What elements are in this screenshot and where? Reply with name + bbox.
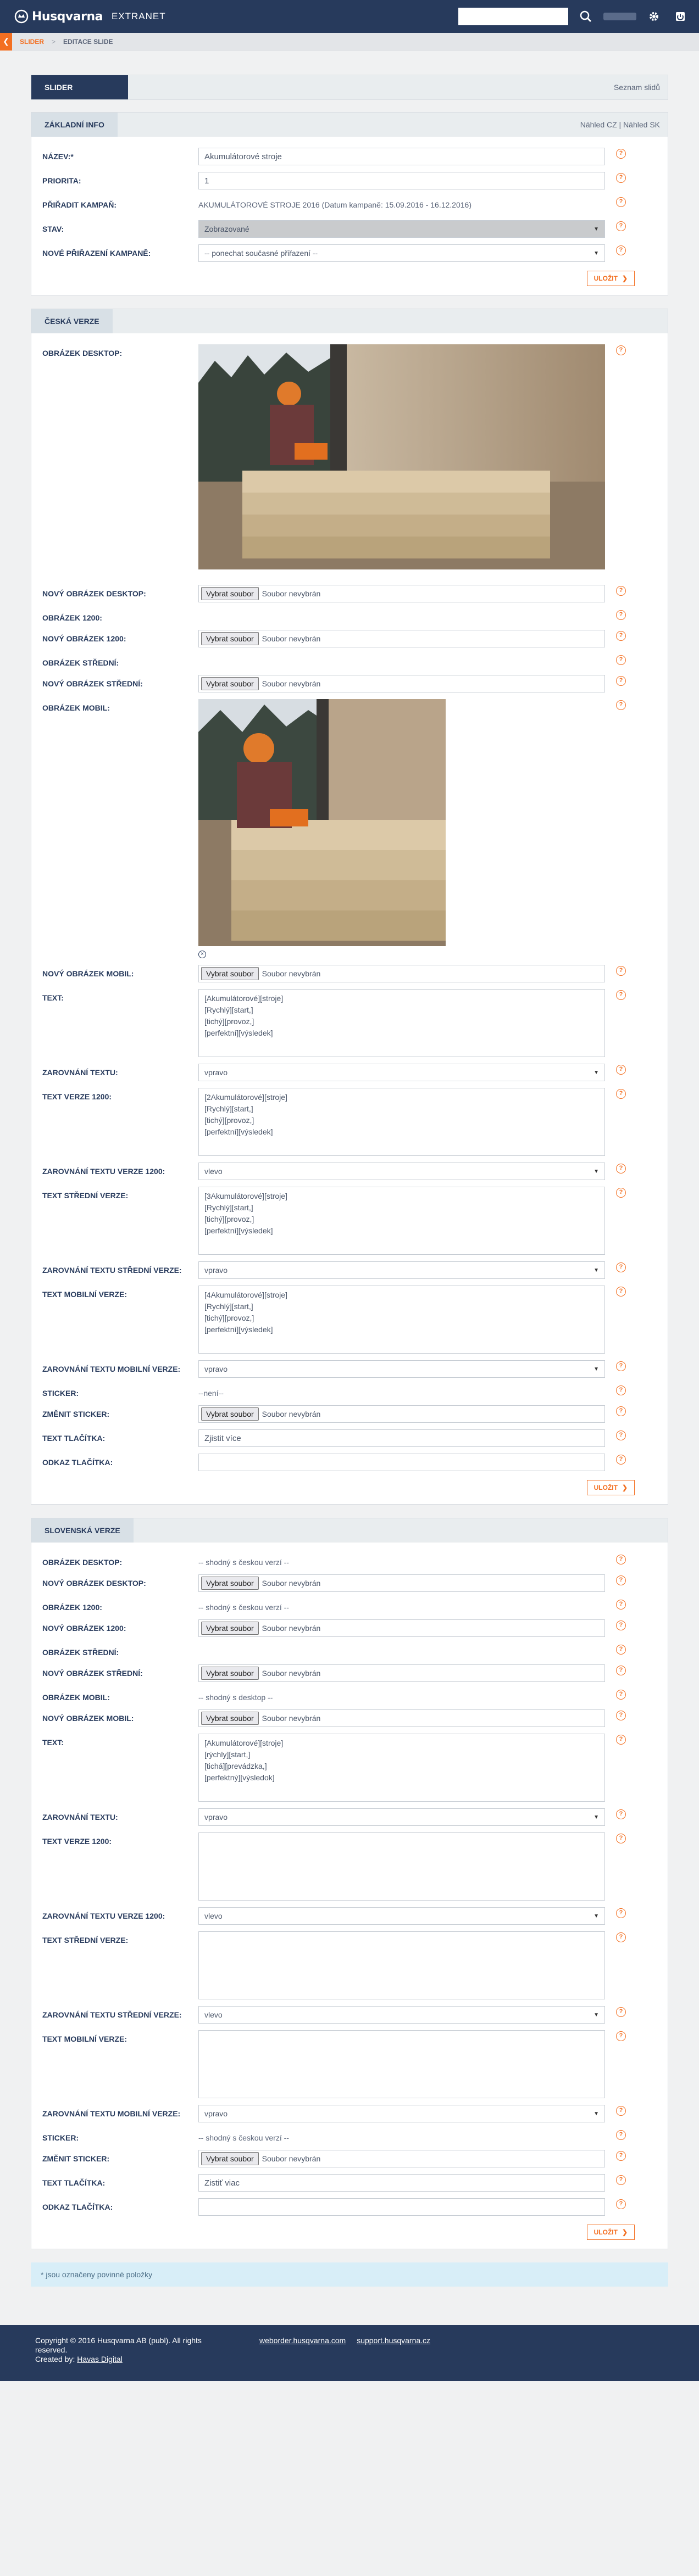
help-icon[interactable]: ? [616,149,626,159]
text-medium-textarea[interactable]: [3Akumulátorové][stroje] [Rychlý][start,] [tichý][provoz,] [perfektní][výsledek] [198,1187,605,1255]
text-mobile-label: TEXT MOBILNÍ VERZE: [42,1290,127,1299]
text-align-1200-label: ZAROVNÁNÍ TEXTU VERZE 1200: [42,1167,165,1176]
button-text-label: TEXT TLAČÍTKA: [42,1434,106,1443]
choose-file-button[interactable]: Vybrat soubor [201,2152,259,2165]
image-1200-file-input[interactable] [198,1619,605,1637]
sticker-label: STICKER: [42,2133,79,2142]
state-label: STAV: [42,225,64,233]
file-status: Soubor nevybrán [262,589,321,598]
image-1200-file-input[interactable] [198,630,605,647]
button-link-input[interactable] [198,1454,605,1471]
chevron-down-icon: ▼ [593,226,599,232]
mobile-image-value: -- shodný s desktop -- [198,1693,273,1702]
desktop-image-value: -- shodný s českou verzí -- [198,1558,289,1567]
new-medium-image-label: NOVÝ OBRÁZEK STŘEDNÍ: [42,679,143,688]
help-icon[interactable]: ? [616,221,626,231]
mobile-file-input[interactable] [198,1709,605,1727]
brand-subtitle: EXTRANET [111,11,166,21]
help-icon[interactable]: ? [616,2031,626,2041]
breadcrumb-current: EDITACE SLIDE [63,37,113,46]
priority-input[interactable]: 1 [198,172,605,189]
image-1200-label: OBRÁZEK 1200: [42,613,102,622]
sticker-value: -- shodný s českou verzí -- [198,2133,289,2142]
image-1200-label: OBRÁZEK 1200: [42,1603,102,1612]
help-icon[interactable]: ? [616,610,626,620]
help-icon[interactable]: ? [616,1600,626,1610]
help-icon[interactable]: ? [616,1164,626,1174]
text-align-1200-value: vlevo [204,1167,223,1176]
save-label: ULOŽIT [593,1484,618,1491]
sticker-file-input[interactable] [198,2150,605,2167]
help-icon[interactable]: ? [616,1262,626,1272]
text-1200-label: TEXT VERZE 1200: [42,1092,112,1101]
new-campaign-select[interactable] [198,244,605,262]
mobile-image-label: OBRÁZEK MOBIL: [42,703,110,712]
chevron-right-icon: ❯ [622,2228,628,2236]
help-icon[interactable]: ? [616,1932,626,1942]
text-1200-textarea[interactable] [198,1832,605,1901]
text-align-mobile-label: ZAROVNÁNÍ TEXTU MOBILNÍ VERZE: [42,1365,181,1373]
text-align-mobile-select[interactable] [198,1360,605,1378]
chevron-down-icon: ▼ [593,1814,599,1820]
chevron-down-icon: ▼ [593,1168,599,1175]
new-image-1200-label: NOVÝ OBRÁZEK 1200: [42,634,126,643]
sticker-file-input[interactable] [198,1405,605,1423]
text-medium-label: TEXT STŘEDNÍ VERZE: [42,1936,129,1944]
text-align-value: vpravo [204,1813,228,1821]
help-icon[interactable]: ? [616,1188,626,1198]
help-icon[interactable]: ? [616,173,626,183]
help-icon[interactable]: ? [616,1065,626,1075]
logout-icon[interactable] [672,8,689,25]
search-input[interactable] [458,8,568,25]
support-link[interactable]: support.husqvarna.cz [357,2336,431,2345]
new-campaign-label: NOVÉ PŘIŘAZENÍ KAMPANĚ: [42,249,151,258]
help-icon[interactable]: ? [616,1089,626,1099]
text-medium-textarea[interactable] [198,1931,605,1999]
text-align-mobile-select[interactable] [198,2105,605,2122]
help-icon[interactable]: ? [616,197,626,207]
text-align-mobile-value: vpravo [204,1365,228,1373]
file-status: Soubor nevybrán [262,2154,321,2163]
help-icon[interactable]: ? [616,966,626,976]
text-align-medium-value: vlevo [204,2010,223,2019]
husqvarna-crown-icon [14,9,29,24]
help-icon[interactable]: ? [616,631,626,641]
help-icon[interactable]: ? [616,1690,626,1700]
text-label: TEXT: [42,1738,64,1747]
button-link-input[interactable] [198,2198,605,2216]
text-textarea[interactable]: [Akumulátorové][stroje] [rýchly][start,] [tichá][prevádzka,] [perfektný][výsledok] [198,1734,605,1802]
user-menu[interactable] [603,13,636,20]
help-icon[interactable]: ? [616,2199,626,2209]
text-1200-label: TEXT VERZE 1200: [42,1837,112,1846]
help-icon[interactable]: ? [616,2175,626,2185]
medium-image-label: OBRÁZEK STŘEDNÍ: [42,658,119,667]
slovak-version-panel [31,1518,668,2249]
help-icon[interactable]: ? [616,245,626,255]
button-text-input[interactable]: Zjistit více [198,1429,605,1447]
help-icon[interactable]: ? [616,1809,626,1819]
text-mobile-textarea[interactable]: [4Akumulátorové][stroje] [Rychlý][start,] [tichý][provoz,] [perfektní][výsledek] [198,1286,605,1354]
gear-icon[interactable] [645,8,663,25]
help-icon[interactable]: ? [616,1406,626,1416]
help-icon[interactable]: ? [616,1908,626,1918]
help-icon[interactable]: ? [616,655,626,665]
campaign-label: PŘIŘADIT KAMPAŇ: [42,200,117,209]
choose-file-button[interactable]: Vybrat soubor [201,1577,259,1590]
state-select [198,220,605,238]
basic-info-panel [31,112,668,295]
breadcrumb [0,33,699,51]
button-link-label: ODKAZ TLAČÍTKA: [42,2203,113,2211]
text-align-1200-select[interactable] [198,1907,605,1925]
text-mobile-label: TEXT MOBILNÍ VERZE: [42,2035,127,2043]
help-icon[interactable]: ? [616,345,626,355]
sticker-value: --není-- [198,1389,224,1398]
breadcrumb-slider[interactable]: SLIDER [20,37,45,46]
save-button[interactable] [587,1480,635,1495]
file-status: Soubor nevybrán [262,1624,321,1633]
help-icon[interactable]: ? [616,1621,626,1630]
mobile-image [198,699,446,946]
choose-file-button[interactable]: Vybrat soubor [201,1407,259,1421]
text-align-medium-label: ZAROVNÁNÍ TEXTU STŘEDNÍ VERZE: [42,1266,182,1275]
choose-file-button[interactable]: Vybrat soubor [201,677,259,690]
help-icon[interactable]: ? [616,1735,626,1745]
text-align-select[interactable] [198,1808,605,1826]
slider-panel [31,75,668,100]
choose-file-button[interactable]: Vybrat soubor [201,967,259,980]
medium-file-input[interactable] [198,675,605,692]
sticker-label: STICKER: [42,1389,79,1398]
file-status: Soubor nevybrán [262,1410,321,1418]
help-icon[interactable]: ? [616,2106,626,2116]
new-medium-image-label: NOVÝ OBRÁZEK STŘEDNÍ: [42,1669,143,1678]
desktop-image [198,344,605,569]
text-align-mobile-label: ZAROVNÁNÍ TEXTU MOBILNÍ VERZE: [42,2109,181,2118]
chevron-right-icon: ❯ [622,275,628,282]
text-textarea[interactable]: [Akumulátorové][stroje] [Rychlý][start,] [tichý][provoz,] [perfektní][výsledek] [198,989,605,1057]
help-icon[interactable]: ? [616,1431,626,1440]
campaign-value: AKUMULÁTOROVÉ STROJE 2016 (Datum kampaně: 15.09.2016 - 16.12.2016) [198,200,471,209]
save-button[interactable] [587,271,635,286]
preview-links[interactable]: Náhled CZ | Náhled SK [580,120,660,129]
desktop-file-input[interactable] [198,1574,605,1592]
name-label: NÁZEV:* [42,152,74,161]
slovak-version-title: SLOVENSKÁ VERZE [31,1518,134,1543]
help-icon[interactable]: ? [616,586,626,596]
chevron-down-icon: ▼ [593,2110,599,2117]
save-button[interactable] [587,2225,635,2240]
state-value: Zobrazované [204,225,249,233]
file-status: Soubor nevybrán [262,679,321,688]
czech-version-title: ČESKÁ VERZE [31,309,113,333]
help-icon[interactable]: ? [616,1455,626,1465]
new-mobile-image-label: NOVÝ OBRÁZEK MOBIL: [42,1714,134,1723]
chevron-down-icon: ▼ [593,1913,599,1919]
page-title: SLIDER [31,75,128,99]
button-link-label: ODKAZ TLAČÍTKA: [42,1458,113,1467]
text-label: TEXT: [42,993,64,1002]
desktop-image-label: OBRÁZEK DESKTOP: [42,349,123,357]
desktop-file-input[interactable] [198,585,605,602]
text-mobile-textarea[interactable] [198,2030,605,2098]
help-icon[interactable]: ? [616,2007,626,2017]
help-icon[interactable]: ? [616,700,626,710]
delete-image-icon[interactable]: × [198,951,206,958]
chevron-down-icon: ▼ [593,2011,599,2018]
choose-file-button[interactable]: Vybrat soubor [201,1622,259,1635]
text-align-medium-select[interactable] [198,1261,605,1279]
text-align-value: vpravo [204,1068,228,1077]
text-medium-label: TEXT STŘEDNÍ VERZE: [42,1191,129,1200]
desktop-image-label: OBRÁZEK DESKTOP: [42,1558,123,1567]
chevron-down-icon: ▼ [593,250,599,256]
help-icon[interactable]: ? [616,676,626,686]
file-status: Soubor nevybrán [262,969,321,978]
footer [0,2325,699,2381]
medium-image-label: OBRÁZEK STŘEDNÍ: [42,1648,119,1657]
weborder-link[interactable]: weborder.husqvarna.com [259,2336,346,2345]
chevron-down-icon: ▼ [593,1366,599,1372]
help-icon[interactable]: ? [616,990,626,1000]
text-align-label: ZAROVNÁNÍ TEXTU: [42,1068,118,1077]
new-mobile-image-label: NOVÝ OBRÁZEK MOBIL: [42,969,134,978]
name-input[interactable]: Akumulátorové stroje [198,148,605,165]
logo[interactable] [14,9,166,24]
breadcrumb-separator: > [52,37,56,46]
brand-name: Husqvarna [32,9,103,24]
required-note: * jsou označeny povinné položky [31,2262,668,2287]
new-desktop-image-label: NOVÝ OBRÁZEK DESKTOP: [42,589,146,598]
top-bar [0,0,699,33]
file-status: Soubor nevybrán [262,634,321,643]
created-by-label: Created by: [35,2355,75,2363]
chevron-down-icon: ▼ [593,1267,599,1273]
choose-file-button[interactable]: Vybrat soubor [201,1712,259,1725]
help-icon[interactable]: ? [616,2151,626,2161]
text-align-medium-select[interactable] [198,2006,605,2024]
text-align-label: ZAROVNÁNÍ TEXTU: [42,1813,118,1821]
help-icon[interactable]: ? [616,1834,626,1843]
basic-info-title: ZÁKLADNÍ INFO [31,113,118,137]
button-text-label: TEXT TLAČÍTKA: [42,2178,106,2187]
czech-version-panel [31,309,668,1505]
help-icon[interactable]: ? [616,1575,626,1585]
change-sticker-label: ZMĚNIT STICKER: [42,2154,110,2163]
search-icon[interactable] [577,8,595,25]
back-arrow-icon[interactable]: ❮ [0,33,12,51]
chevron-right-icon: ❯ [622,1484,628,1491]
slide-list-link[interactable]: Seznam slidů [613,83,660,92]
text-align-1200-select[interactable] [198,1163,605,1180]
text-align-select[interactable] [198,1064,605,1081]
change-sticker-label: ZMĚNIT STICKER: [42,1410,110,1418]
help-icon[interactable]: ? [616,1645,626,1655]
mobile-file-input[interactable] [198,965,605,982]
chevron-down-icon: ▼ [593,1069,599,1076]
new-image-1200-label: NOVÝ OBRÁZEK 1200: [42,1624,126,1633]
priority-label: PRIORITA: [42,176,81,185]
text-align-mobile-value: vpravo [204,2109,228,2118]
help-icon[interactable]: ? [616,1666,626,1675]
save-label: ULOŽIT [593,275,618,282]
choose-file-button[interactable]: Vybrat soubor [201,632,259,645]
file-status: Soubor nevybrán [262,1714,321,1723]
help-icon[interactable]: ? [616,1361,626,1371]
choose-file-button[interactable]: Vybrat soubor [201,1667,259,1680]
text-align-1200-label: ZAROVNÁNÍ TEXTU VERZE 1200: [42,1912,165,1920]
text-align-medium-value: vpravo [204,1266,228,1275]
new-campaign-value: -- ponechat současné přiřazení -- [204,249,318,258]
help-icon[interactable]: ? [616,1287,626,1297]
file-status: Soubor nevybrán [262,1579,321,1588]
help-icon[interactable]: ? [616,1385,626,1395]
copyright-text: Copyright © 2016 Husqvarna AB (publ). All rights reserved. [35,2336,202,2354]
help-icon[interactable]: ? [616,1555,626,1564]
choose-file-button[interactable]: Vybrat soubor [201,587,259,600]
help-icon[interactable]: ? [616,1711,626,1720]
file-status: Soubor nevybrán [262,1669,321,1678]
image-1200-value: -- shodný s českou verzí -- [198,1603,289,1612]
agency-link[interactable]: Havas Digital [77,2355,123,2363]
text-align-medium-label: ZAROVNÁNÍ TEXTU STŘEDNÍ VERZE: [42,2010,182,2019]
text-align-1200-value: vlevo [204,1912,223,1920]
medium-file-input[interactable] [198,1664,605,1682]
save-label: ULOŽIT [593,2228,618,2236]
text-1200-textarea[interactable]: [2Akumulátorové][stroje] [Rychlý][start,] [tichý][provoz,] [perfektní][výsledek] [198,1088,605,1156]
help-icon[interactable]: ? [616,2130,626,2140]
button-text-input[interactable]: Zistiť viac [198,2174,605,2192]
new-desktop-image-label: NOVÝ OBRÁZEK DESKTOP: [42,1579,146,1588]
mobile-image-label: OBRÁZEK MOBIL: [42,1693,110,1702]
